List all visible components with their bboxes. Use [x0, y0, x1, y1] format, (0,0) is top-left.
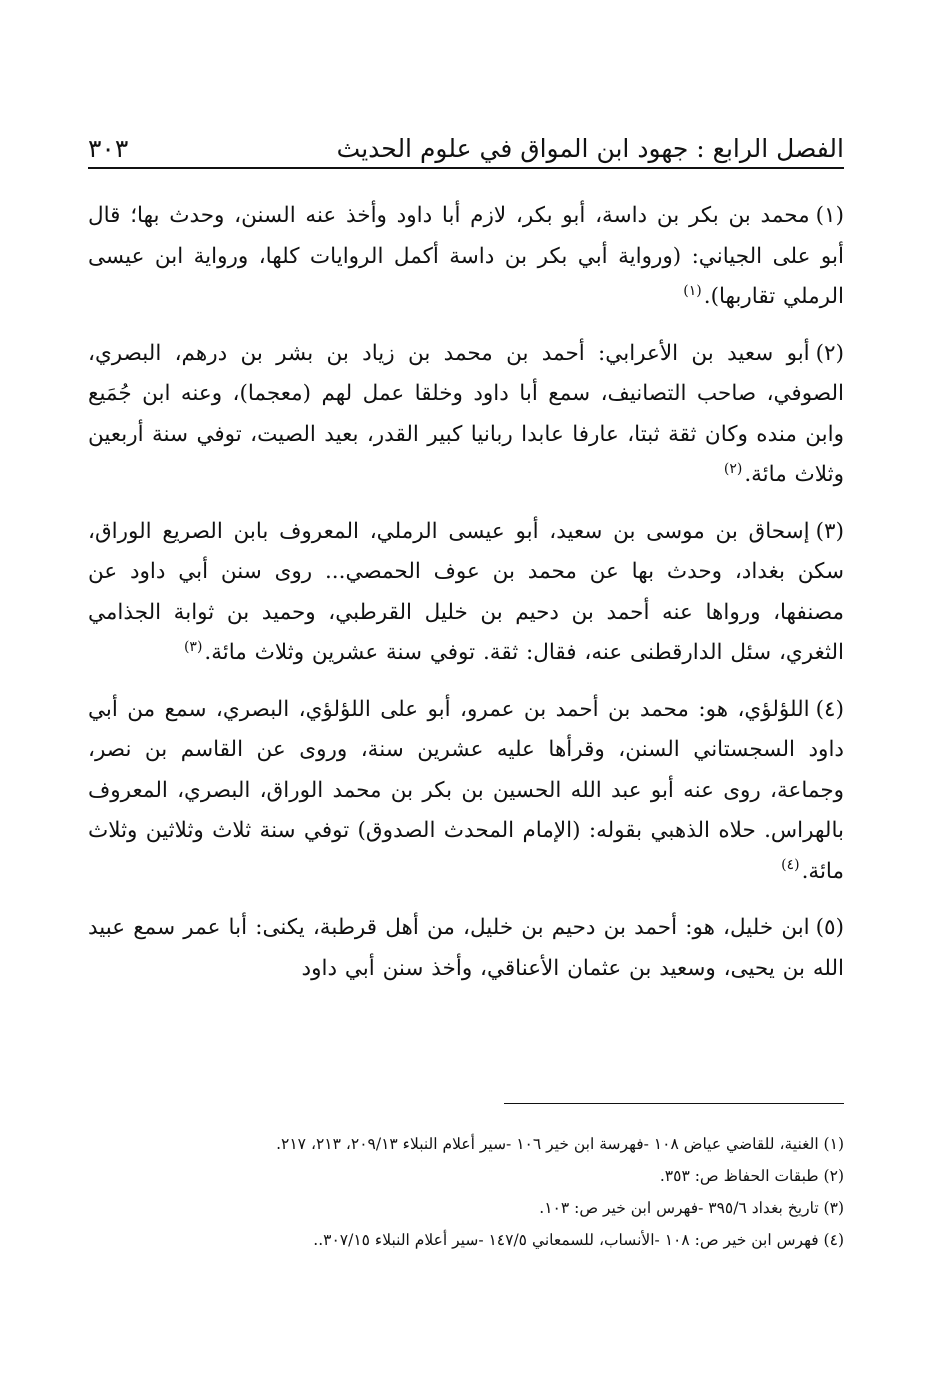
entry-text: أبو سعيد بن الأعرابي: أحمد بن محمد بن زياد بن بشر بن درهم، البصري، الصوفي، صاحب التصانيف، سمع أبا داود وخلقا عمل لهم (معجما)، وعنه ابن جُمَيع وابن منده وكان ثقة ثبتا، عارفا عابدا ربانيا كبير القدر، بعيد الصيت، توفي سنة أربعين وثلاث مائة. [88, 340, 844, 487]
footnote-ref: (٣) [183, 638, 203, 655]
entry-number: (٤) [815, 696, 844, 722]
footnote-ref: (٤) [781, 857, 800, 874]
entry-text: محمد بن بكر بن داسة، أبو بكر، لازم أبا داود وأخذ عنه السنن، وحدث بها؛ قال أبو على الجياني: (ورواية أبي بكر بن داسة أكمل الروايات كلها، ورواية ابن عيسى الرملي تقاربها). [88, 203, 844, 309]
entry-number: (٣) [815, 518, 844, 544]
footnote-divider [504, 1103, 844, 1104]
entry-text: اللؤلؤي، هو: محمد بن أحمد بن عمرو، أبو على اللؤلؤي، البصري، سمع من أبي داود السجستاني السنن، وقرأها عليه عشرين سنة، وروى عن القاسم بن نصر، وجماعة، روى عنه أبو عبد الله الحسين بن بكر بن محمد الوراق، البصري، المعروف بالهراس. حلاه الذهبي بقوله: (الإمام المحدث الصدوق) توفي سنة ثلاث وثلاثين وثلاث مائة. [88, 696, 844, 884]
entry-3 [88, 512, 844, 674]
footnote-ref: (١) [683, 282, 702, 299]
header-divider [88, 167, 844, 169]
entry-number: (٢) [815, 340, 844, 366]
footnote-ref: (٢) [723, 460, 743, 477]
footnotes [88, 1128, 844, 1256]
footnote-4: (٤) فهرس ابن خير ص: ١٠٨ -الأنساب، للسمعاني ١٤٧/٥ -سير أعلام النبلاء ٣٠٧/١٥.. [313, 1231, 844, 1249]
chapter-title: الفصل الرابع : جهود ابن المواق في علوم الحديث [336, 133, 844, 163]
entry-5 [88, 908, 844, 989]
entry-number: (١) [815, 203, 844, 228]
entry-2 [88, 334, 844, 496]
main-body [88, 196, 844, 1005]
entry-text: إسحاق بن موسى بن سعيد، أبو عيسى الرملي، المعروف بابن الصريع الوراق، سكن بغداد، وحدث بها عن محمد بن عوف الحمصي... روى سنن أبي داود عن مصنفها، ورواها عنه أحمد بن دحيم بن خليل القرطبي، وحميد بن ثوابة الجذامي الثغري، سئل الدارقطنى عنه، فقال: ثقة. توفي سنة عشرين وثلاث مائة. [88, 518, 844, 665]
entry-text: ابن خليل، هو: أحمد بن دحيم بن خليل، من أهل قرطبة، يكنى: أبا عمر سمع عبيد الله بن يحيى، وسعيد بن عثمان الأعناقي، وأخذ سنن أبي داود [88, 915, 844, 981]
page-number: ٣٠٣ [88, 133, 129, 163]
entry-1 [88, 196, 844, 318]
footnote-3: (٣) تاريخ بغداد ٣٩٥/٦ -فهرس ابن خير ص: ١٠٣. [539, 1199, 844, 1217]
footnote-1: (١) الغنية، للقاضي عياض ١٠٨ -فهرسة ابن خير ١٠٦ -سير أعلام النبلاء ٢٠٩/١٣، ٢١٣، ٢١٧. [276, 1135, 844, 1153]
footnote-2: (٢) طبقات الحفاظ ص: ٣٥٣. [659, 1167, 844, 1185]
page-header [88, 112, 844, 162]
entry-4 [88, 690, 844, 893]
entry-number: (٥) [815, 915, 844, 940]
